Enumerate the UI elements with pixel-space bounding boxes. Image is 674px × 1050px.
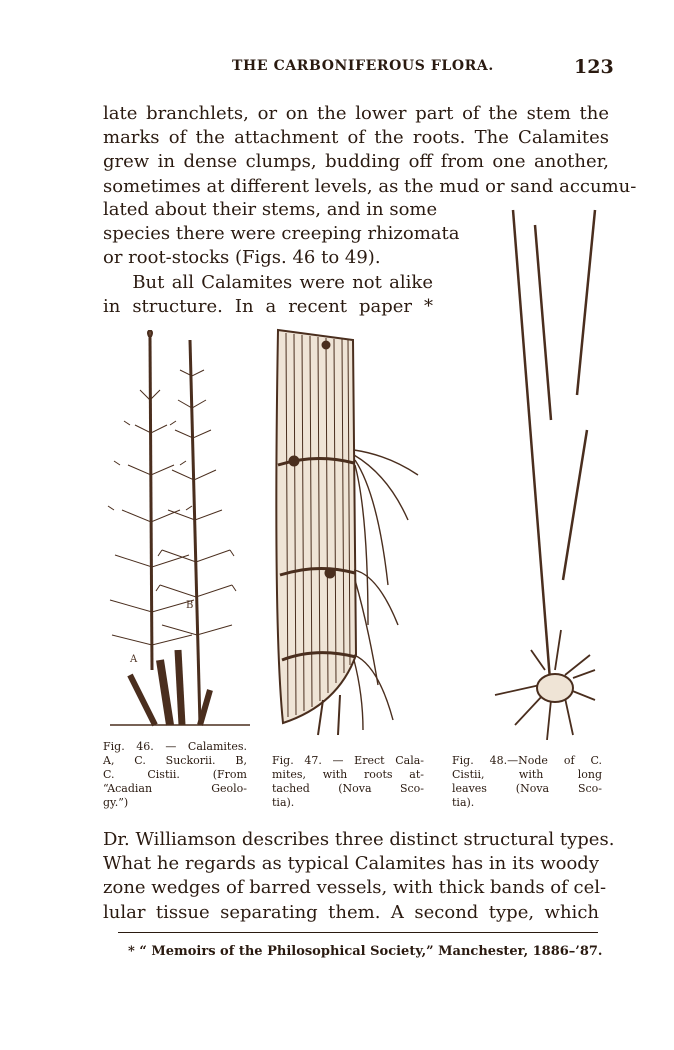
text-line: late branchlets, or on the lower part of the stem the — [103, 103, 609, 124]
text-line: species there were creeping rhizomata — [103, 223, 460, 245]
caption-line: Fig. 47. — Erect Cala- — [272, 754, 424, 767]
text-line: in structure. In a recent paper * — [103, 295, 433, 317]
text-line: zone wedges of barred vessels, with thick bands of cel- — [103, 877, 607, 899]
caption-line: tia). — [452, 796, 475, 809]
text-line: What he regards as typical Calamites has in its woody — [103, 853, 599, 875]
caption-line: Fig. 46. — Calamites. — [103, 740, 247, 753]
caption-line: A, C. Suckorii. B, — [103, 754, 247, 767]
figure-48-caption — [452, 754, 602, 810]
caption-line: “Acadian Geolo- — [103, 782, 247, 795]
paragraph-top — [103, 102, 637, 199]
figure-46-label-a: A — [130, 654, 138, 665]
figure-46-illustration — [100, 330, 260, 735]
text-line: lated about their stems, and in some — [103, 199, 438, 220]
footnote-rule — [118, 932, 598, 933]
caption-line: tached (Nova Sco- — [272, 782, 424, 795]
text-line: grew in dense clumps, budding off from one another, — [103, 151, 609, 173]
figure-46-label-b: B — [186, 600, 194, 611]
caption-line: C. Cistii. (From — [103, 768, 247, 781]
running-title: THE CARBONIFEROUS FLORA. — [232, 58, 494, 74]
caption-line: leaves (Nova Sco- — [452, 782, 602, 795]
paragraph-bottom — [103, 828, 615, 925]
caption-line: mites, with roots at- — [272, 768, 424, 781]
text-line: marks of the attachment of the roots. The Calamites — [103, 127, 609, 149]
text-line: Dr. Williamson describes three distinct structural types. — [103, 829, 615, 850]
text-line: lular tissue separating them. A second type, which — [103, 901, 599, 923]
text-line: sometimes at different levels, as the mud or sand accumu- — [103, 175, 637, 197]
footnote: * “ Memoirs of the Philosophical Society,” Manchester, 1886–’87. — [128, 944, 603, 959]
caption-line: Cistii, with long — [452, 768, 602, 781]
caption-line: gy.”) — [103, 796, 129, 809]
page-number: 123 — [574, 56, 614, 78]
caption-line: Fig. 48.—Node of C. — [452, 754, 602, 767]
text-line: or root-stocks (Figs. 46 to 49). — [103, 247, 381, 269]
figure-48-illustration — [455, 200, 605, 740]
text-line: But all Calamites were not alike — [103, 271, 433, 293]
figure-47-illustration — [268, 325, 438, 737]
figure-47-caption — [272, 754, 424, 810]
paragraph-top-narrow — [103, 198, 460, 319]
caption-line: tia). — [272, 796, 295, 809]
figure-46-caption — [103, 740, 247, 810]
